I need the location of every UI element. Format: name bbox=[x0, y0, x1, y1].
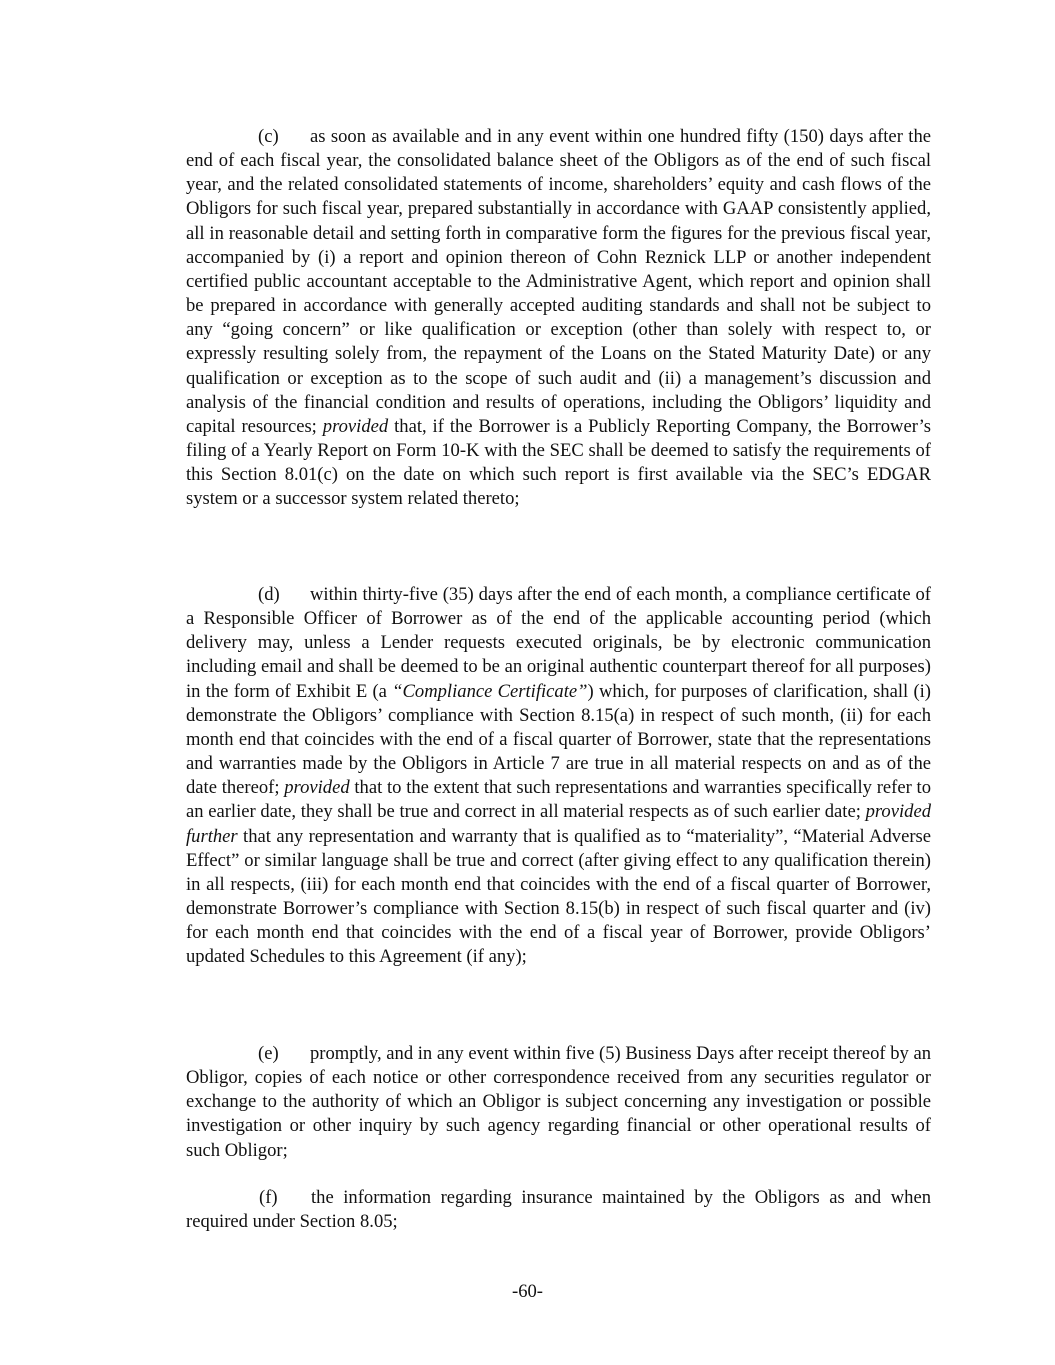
paragraph-f bbox=[186, 1186, 931, 1234]
paragraph-text: as soon as available and in any event within one hundred fifty (150) days after the end of each fiscal year, the consolidated balance sheet of the Obligors as of the end of such fiscal year, and the related consolidated statements of income, shareholders’ equity and cash flows of the Obligors for such fiscal year, prepared substantially in accordance with GAAP consistently applied, all in reasonable detail and setting forth in comparative form the figures for the previous fiscal year, accompanied by (i) a report and opinion thereon of Cohn Reznick LLP or another independent certified public accountant acceptable to the Administrative Agent, which report and opinion shall be prepared in accordance with generally accepted auditing standards and shall not be subject to any “going concern” or like qualification or exception (other than solely with respect to, or expressly resulting solely from, the repayment of the Loans on the Stated Maturity Date) or any qualification or exception as to the scope of such audit and (ii) a management’s discussion and analysis of the financial condition and results of operations, including the Obligors’ liquidity and capital resources; bbox=[186, 126, 931, 437]
paragraph-e bbox=[186, 1042, 931, 1163]
paragraph-text: ) which, for purposes of clarification, shall (i) demonstrate the Obligors’ compliance with Section 8.15(a) in respect of such month, (ii) for each month end that coincides with the end of a fiscal quarter of Borrower, state that the representations and warranties made by the Obligors in Article 7 are true in all material respects on and as of the date thereof; bbox=[186, 680, 931, 799]
paragraph-text: that any representation and warranty that is qualified as to “materiality”, “Material Adverse Effect” or similar language shall be true and correct (after giving effect to any qualification therein) in all respects, (iii) for each month end that coincides with the end of a fiscal quarter of Borrower, demonstrate Borrower’s compliance with Section 8.15(b) in respect of such fiscal quarter and (iv) for each month end that coincides with the end of a fiscal year of Borrower, provide Obligors’ updated Schedules to this Agreement (if any); bbox=[186, 825, 931, 968]
italic-term: provided bbox=[284, 777, 350, 799]
paragraph-marker: (d) bbox=[258, 584, 280, 605]
paragraph-marker: (f) bbox=[259, 1187, 278, 1208]
italic-term: provided further bbox=[186, 801, 931, 847]
paragraph-text: that to the extent that such representations and warranties specifically refer to an earlier date, they shall be true and correct in all material respects as of such earlier date; bbox=[186, 777, 931, 823]
page-number: -60- bbox=[512, 1281, 543, 1302]
paragraph-d bbox=[186, 583, 931, 970]
paragraph-c bbox=[186, 125, 931, 512]
paragraph-text: the information regarding insurance maintained by the Obligors as and when required under Section 8.05; bbox=[186, 1187, 931, 1233]
paragraph-marker: (c) bbox=[258, 126, 279, 147]
defined-term: “Compliance Certificate” bbox=[392, 680, 588, 702]
paragraph-marker: (e) bbox=[258, 1043, 279, 1064]
paragraph-text: that, if the Borrower is a Publicly Reporting Company, the Borrower’s filing of a Yearly Report on Form 10-K with the SEC shall be deemed to satisfy the requirements of this Section 8.01(c) on the date on which such report is first available via the SEC’s EDGAR system or a successor system related thereto; bbox=[186, 415, 931, 510]
paragraph-text: promptly, and in any event within five (5) Business Days after receipt thereof by an Obligor, copies of each notice or other correspondence received from any securities regulator or exchange to the authority of which an Obligor is subject concerning any investigation or possible investigation or other inquiry by such agency regarding financial or other operational results of such Obligor; bbox=[186, 1043, 931, 1161]
paragraph-text: within thirty-five (35) days after the end of each month, a compliance certificate of a Responsible Officer of Borrower as of the end of the applicable accounting period (which delivery may, unless a Lender requests executed originals, be by electronic communication including email and shall be deemed to be an original authentic counterpart thereof for all purposes) in the form of Exhibit E (a bbox=[186, 584, 931, 702]
italic-term: provided bbox=[322, 415, 389, 437]
